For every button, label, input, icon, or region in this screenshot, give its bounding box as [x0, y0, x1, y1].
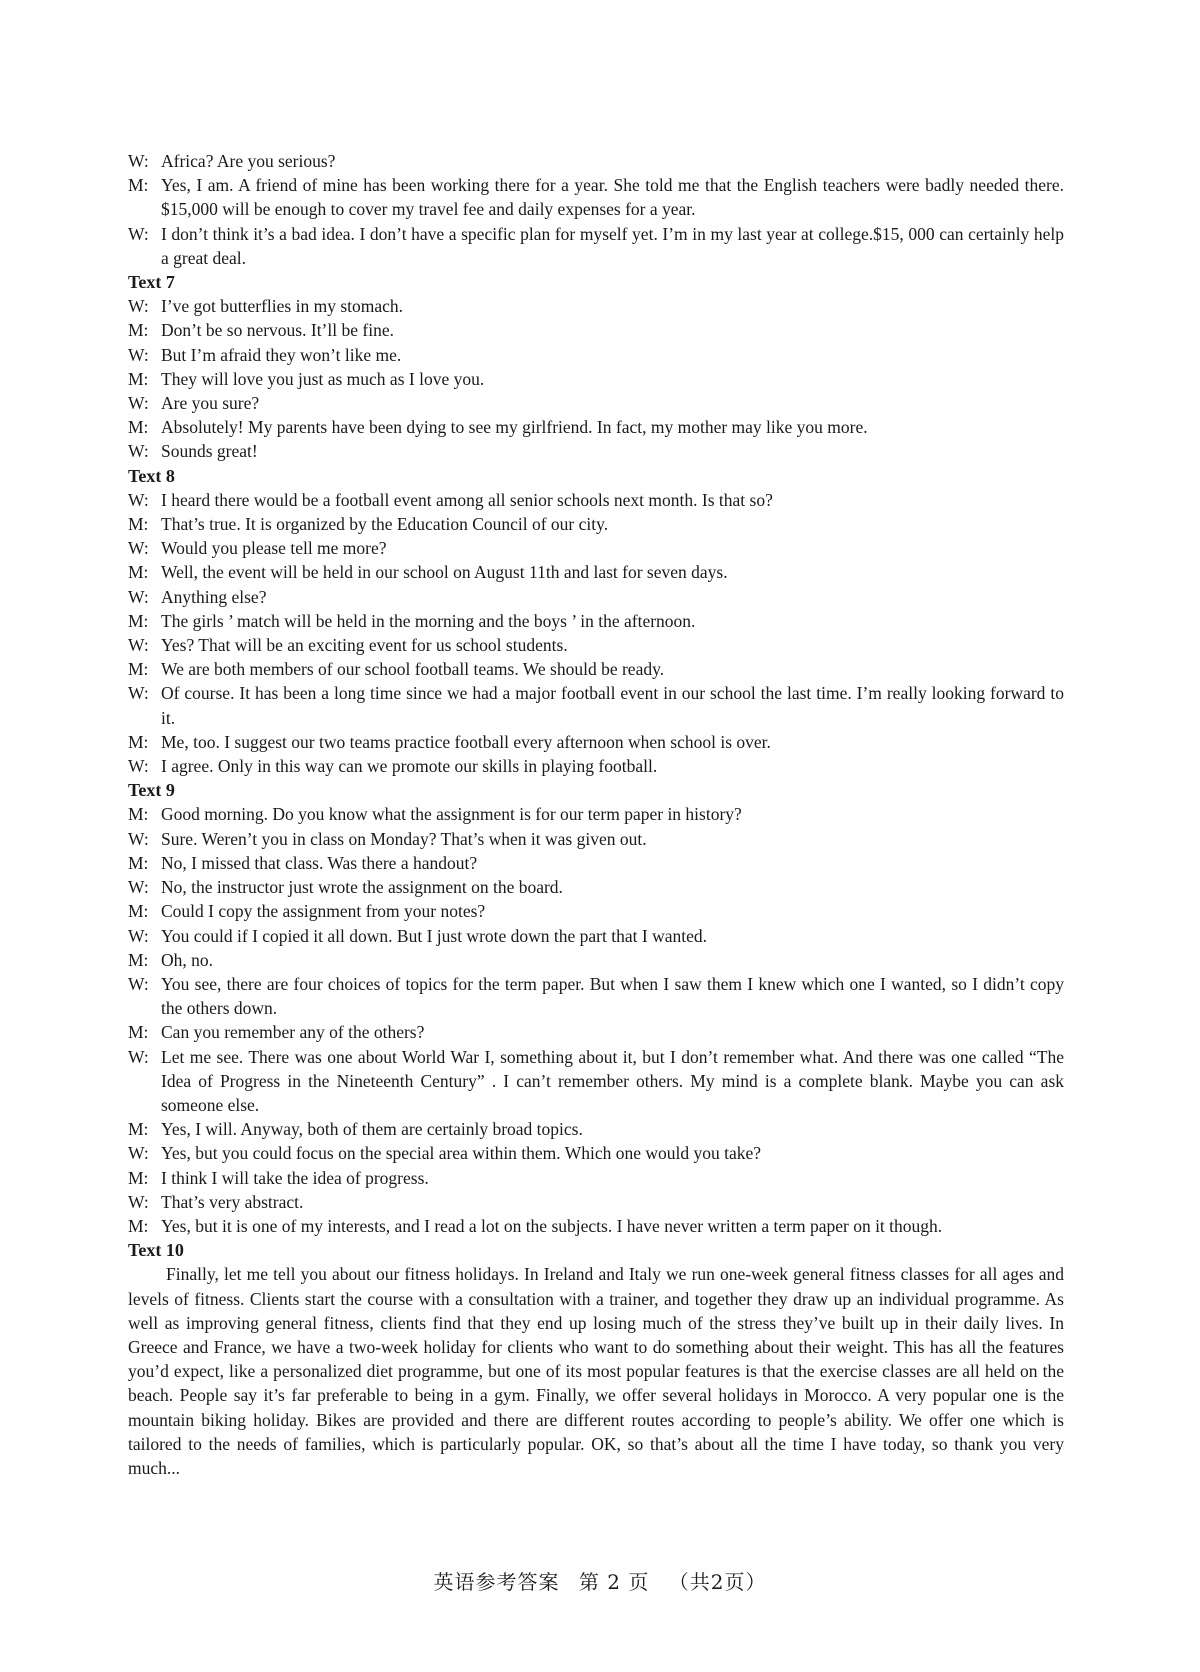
- dialogue-text: Let me see. There was one about World War I, something about it, but I don’t remember what. And there was one called “The Idea of Progress in the Nineteenth Century” . I can’t remember others. My mind is a complete blank. Maybe you can ask someone else.: [161, 1046, 1064, 1115]
- dialogue-text: Absolutely! My parents have been dying to see my girlfriend. In fact, my mother may like you more.: [161, 417, 868, 438]
- dialogue-text: The girls ’ match will be held in the morning and the boys ’ in the afternoon.: [161, 610, 696, 631]
- dialogue-text: Good morning. Do you know what the assignment is for our term paper in history?: [161, 804, 742, 825]
- dialogue-line: [128, 294, 1064, 318]
- dialogue-text: I don’t think it’s a bad idea. I don’t have a specific plan for myself yet. I’m in my last year at college.$15, 000 can certainly help a great deal.: [161, 223, 1064, 268]
- section-heading: Text 10: [128, 1240, 184, 1261]
- dialogue-text: Oh, no.: [161, 949, 214, 970]
- speaker-label: M:: [128, 417, 149, 438]
- speaker-label: W:: [128, 296, 149, 317]
- speaker-label: W:: [128, 223, 149, 244]
- dialogue-line: [128, 343, 1064, 367]
- dialogue-text: Can you remember any of the others?: [161, 1022, 425, 1043]
- dialogue-text: Yes, I will. Anyway, both of them are certainly broad topics.: [161, 1119, 583, 1140]
- section-heading: Text 8: [128, 465, 175, 486]
- dialogue-line: [128, 585, 1064, 609]
- dialogue-line: [128, 1117, 1064, 1141]
- speaker-label: W:: [128, 538, 149, 559]
- speaker-label: W:: [128, 586, 149, 607]
- speaker-label: M:: [128, 731, 149, 752]
- dialogue-text: You see, there are four choices of topics for the term paper. But when I saw them I knew which one I wanted, so I didn’t copy the others down.: [161, 973, 1064, 1019]
- dialogue-line: [128, 1190, 1064, 1214]
- dialogue-line: [128, 730, 1064, 754]
- speaker-label: M:: [128, 562, 149, 583]
- dialogue-line: [128, 924, 1064, 948]
- dialogue-line: [128, 681, 1064, 729]
- text-9-section: [128, 778, 1064, 1238]
- text-8-section: [128, 464, 1064, 779]
- speaker-label: M:: [128, 175, 149, 196]
- dialogue-line: [128, 899, 1064, 923]
- footer-page-number: 第 2 页: [578, 1570, 650, 1594]
- dialogue-line: [128, 1020, 1064, 1044]
- section-heading: Text 7: [128, 272, 175, 293]
- speaker-label: W:: [128, 925, 149, 946]
- dialogue-text: Sounds great!: [161, 441, 258, 462]
- dialogue-line: [128, 560, 1064, 584]
- dialogue-text: Well, the event will be held in our school on August 11th and last for seven days.: [161, 562, 728, 583]
- document-content: [128, 149, 1064, 1480]
- footer-total-pages: （共2页）: [668, 1570, 767, 1594]
- speaker-label: W:: [128, 1046, 149, 1067]
- dialogue-line: [128, 972, 1064, 1020]
- dialogue-line: [128, 754, 1064, 778]
- dialogue-line: [128, 1166, 1064, 1190]
- dialogue-line: [128, 536, 1064, 560]
- dialogue-line: [128, 439, 1064, 463]
- speaker-label: M:: [128, 659, 149, 680]
- dialogue-line: [128, 415, 1064, 439]
- dialogue-line: [128, 512, 1064, 536]
- dialogue-text: I heard there would be a football event among all senior schools next month. Is that so?: [161, 489, 773, 510]
- page-footer: [0, 1566, 1200, 1595]
- dialogue-text: Are you sure?: [161, 393, 260, 414]
- speaker-label: M:: [128, 804, 149, 825]
- dialogue-line: [128, 367, 1064, 391]
- dialogue-text: I’ve got butterflies in my stomach.: [161, 296, 404, 317]
- speaker-label: W:: [128, 877, 149, 898]
- dialogue-line: [128, 1141, 1064, 1165]
- dialogue-text: No, the instructor just wrote the assignment on the board.: [161, 877, 563, 898]
- dialogue-text: We are both members of our school football teams. We should be ready.: [161, 659, 665, 680]
- speaker-label: W:: [128, 489, 149, 510]
- dialogue-line: [128, 875, 1064, 899]
- dialogue-text: Don’t be so nervous. It’ll be fine.: [161, 320, 394, 341]
- footer-subject: 英语参考答案: [433, 1570, 560, 1594]
- speaker-label: W:: [128, 1143, 149, 1164]
- dialogue-text: That’s very abstract.: [161, 1191, 304, 1212]
- dialogue-text: They will love you just as much as I love you.: [161, 368, 485, 389]
- monologue-paragraph: Finally, let me tell you about our fitness holidays. In Ireland and Italy we run one-week general fitness classes for all ages and levels of fitness. Clients start the course with a consultation with a trainer, and together they draw up an individual programme. As well as improving general fitness, clients find that they end up losing much of the stress they’ve built up in their daily lives. In Greece and France, we have a two-week holiday for clients who want to do something about their weight. This has all the features you’d expect, like a personalized diet programme, but one of its most popular features is that the exercise classes are all held on the beach. People say it’s far preferable to being in a gym. Finally, we offer several holidays in Morocco. A very popular one is the mountain biking holiday. Bikes are provided and there are different routes according to people’s ability. We offer one which is tailored to the needs of families, which is particularly popular. OK, so that’s about all the time I have today, so thank you very much...: [128, 1264, 1064, 1478]
- speaker-label: W:: [128, 441, 149, 462]
- speaker-label: M:: [128, 514, 149, 535]
- dialogue-line: [128, 827, 1064, 851]
- dialogue-text: But I’m afraid they won’t like me.: [161, 344, 402, 365]
- dialogue-text: You could if I copied it all down. But I just wrote down the part that I wanted.: [161, 925, 707, 946]
- dialogue-line: [128, 1045, 1064, 1118]
- dialogue-text: Could I copy the assignment from your notes?: [161, 901, 486, 922]
- speaker-label: M:: [128, 1215, 149, 1236]
- dialogue-line: [128, 488, 1064, 512]
- speaker-label: M:: [128, 949, 149, 970]
- section-heading: Text 9: [128, 780, 175, 801]
- dialogue-text: I agree. Only in this way can we promote our skills in playing football.: [161, 756, 658, 777]
- dialogue-text: Sure. Weren’t you in class on Monday? That’s when it was given out.: [161, 828, 647, 849]
- speaker-label: W:: [128, 344, 149, 365]
- dialogue-continuation: [128, 149, 1064, 270]
- dialogue-line: [128, 948, 1064, 972]
- speaker-label: W:: [128, 756, 149, 777]
- dialogue-line: [128, 173, 1064, 221]
- dialogue-text: Me, too. I suggest our two teams practice football every afternoon when school is over.: [161, 731, 771, 752]
- dialogue-text: Anything else?: [161, 586, 267, 607]
- speaker-label: W:: [128, 683, 149, 704]
- dialogue-text: Yes, I am. A friend of mine has been working there for a year. She told me that the English teachers were badly needed there. $15,000 will be enough to cover my travel fee and daily expenses for a year.: [161, 175, 1064, 220]
- text-10-section: [128, 1238, 1064, 1480]
- speaker-label: W:: [128, 635, 149, 656]
- dialogue-text: Yes? That will be an exciting event for us school students.: [161, 635, 568, 656]
- dialogue-line: [128, 802, 1064, 826]
- dialogue-text: That’s true. It is organized by the Education Council of our city.: [161, 514, 609, 535]
- dialogue-text: Yes, but you could focus on the special area within them. Which one would you take?: [161, 1143, 762, 1164]
- speaker-label: M:: [128, 368, 149, 389]
- speaker-label: M:: [128, 320, 149, 341]
- dialogue-line: [128, 609, 1064, 633]
- speaker-label: M:: [128, 1119, 149, 1140]
- speaker-label: W:: [128, 1191, 149, 1212]
- dialogue-line: [128, 149, 1064, 173]
- dialogue-line: [128, 851, 1064, 875]
- dialogue-text: Would you please tell me more?: [161, 538, 387, 559]
- speaker-label: W:: [128, 151, 149, 171]
- dialogue-line: [128, 222, 1064, 270]
- speaker-label: M:: [128, 901, 149, 922]
- text-7-section: [128, 270, 1064, 464]
- speaker-label: W:: [128, 828, 149, 849]
- dialogue-line: [128, 391, 1064, 415]
- dialogue-text: I think I will take the idea of progress.: [161, 1167, 429, 1188]
- speaker-label: M:: [128, 1167, 149, 1188]
- dialogue-line: [128, 657, 1064, 681]
- speaker-label: W:: [128, 973, 149, 994]
- dialogue-text: Yes, but it is one of my interests, and I read a lot on the subjects. I have never written a term paper on it though.: [161, 1215, 943, 1236]
- speaker-label: M:: [128, 610, 149, 631]
- dialogue-line: [128, 318, 1064, 342]
- dialogue-text: Africa? Are you serious?: [161, 151, 336, 171]
- dialogue-text: No, I missed that class. Was there a handout?: [161, 852, 478, 873]
- dialogue-line: [128, 1214, 1064, 1238]
- dialogue-line: [128, 633, 1064, 657]
- dialogue-text: Of course. It has been a long time since we had a major football event in our school the last time. I’m really looking forward to it.: [161, 683, 1064, 728]
- speaker-label: M:: [128, 852, 149, 873]
- speaker-label: W:: [128, 393, 149, 414]
- speaker-label: M:: [128, 1022, 149, 1043]
